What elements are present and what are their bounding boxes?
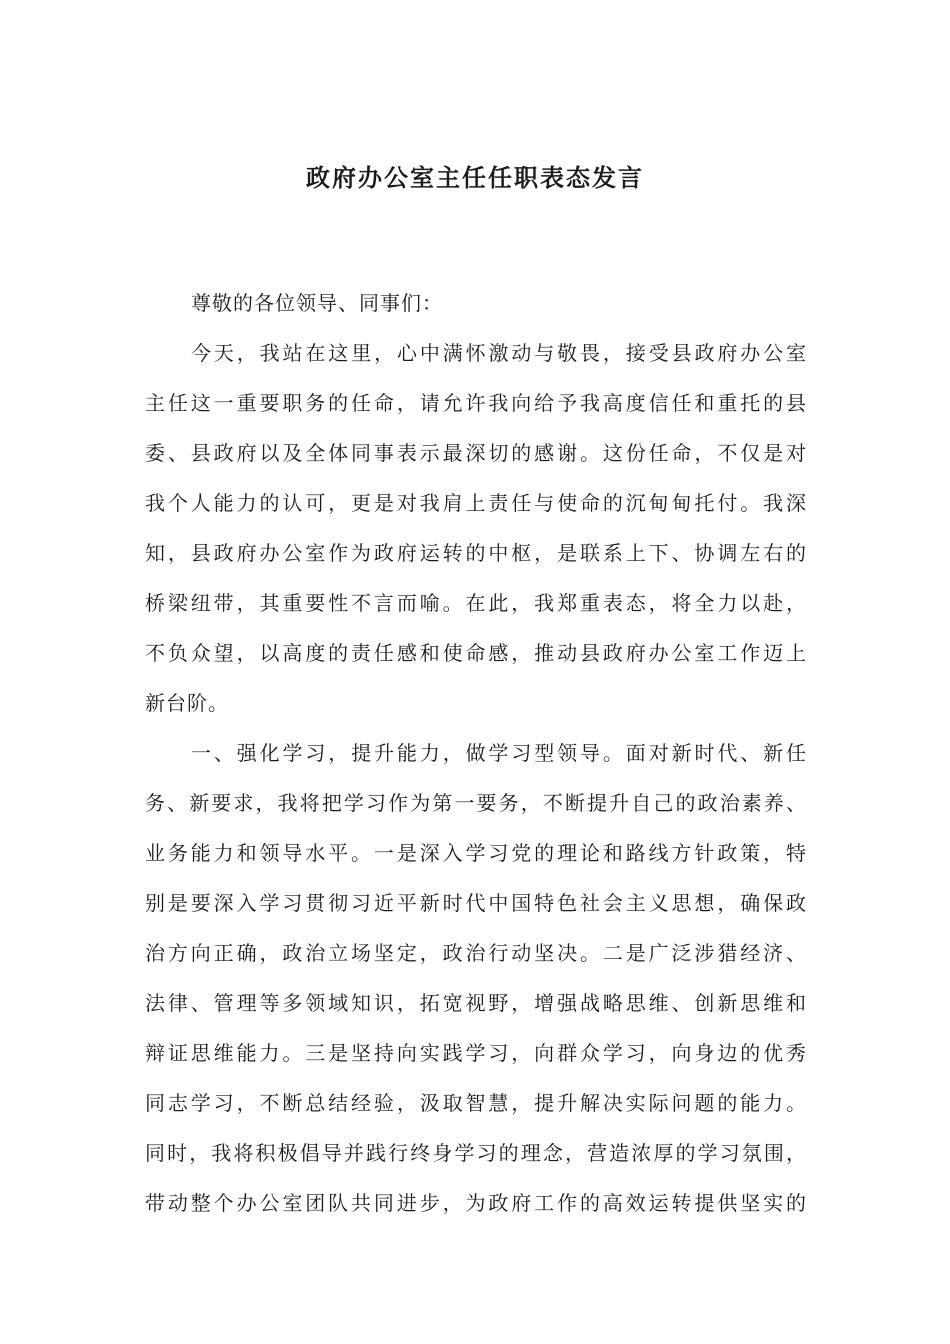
paragraph-line: 同时，我将积极倡导并践行终身学习的理念，营造浓厚的学习氛围，	[145, 1141, 807, 1165]
paragraph-line: 主任这一重要职务的任命，请允许我向给予我高度信任和重托的县	[145, 391, 807, 415]
paragraph-line: 同志学习，不断总结经验，汲取智慧，提升解决实际问题的能力。	[145, 1091, 807, 1115]
paragraph-line: 知，县政府办公室作为政府运转的中枢，是联系上下、协调左右的	[145, 541, 807, 565]
paragraph-line: 带动整个办公室团队共同进步，为政府工作的高效运转提供坚实的	[145, 1191, 807, 1215]
document-title: 政府办公室主任任职表态发言	[306, 163, 644, 192]
paragraph-line: 别是要深入学习贯彻习近平新时代中国特色社会主义思想，确保政	[145, 891, 807, 915]
paragraph-line: 不负众望，以高度的责任感和使命感，推动县政府办公室工作迈上	[145, 641, 807, 665]
paragraph-line: 务、新要求，我将把学习作为第一要务，不断提升自己的政治素养、	[145, 791, 807, 815]
paragraph-line: 委、县政府以及全体同事表示最深切的感谢。这份任命，不仅是对	[145, 441, 807, 465]
paragraph-line: 辩证思维能力。三是坚持向实践学习，向群众学习，向身边的优秀	[145, 1041, 807, 1065]
paragraph-2	[145, 728, 807, 1228]
paragraph-line: 今天，我站在这里，心中满怀激动与敬畏，接受县政府办公室	[191, 341, 807, 365]
paragraph-line: 法律、管理等多领域知识，拓宽视野，增强战略思维、创新思维和	[145, 991, 807, 1015]
paragraph-line: 桥梁纽带，其重要性不言而喻。在此，我郑重表态，将全力以赴，	[145, 591, 807, 615]
paragraph-line: 我个人能力的认可，更是对我肩上责任与使命的沉甸甸托付。我深	[145, 491, 807, 515]
paragraph-line: 业务能力和领导水平。一是深入学习党的理论和路线方针政策，特	[145, 841, 807, 865]
document-body	[145, 278, 807, 1228]
paragraph-line: 治方向正确，政治立场坚定，政治行动坚决。二是广泛涉猎经济、	[145, 941, 807, 965]
paragraph-line: 一、强化学习，提升能力，做学习型领导。面对新时代、新任	[191, 741, 807, 765]
paragraph-line: 新台阶。	[145, 691, 229, 715]
paragraph-1	[145, 328, 807, 728]
salutation: 尊敬的各位领导、同事们：	[191, 291, 443, 315]
